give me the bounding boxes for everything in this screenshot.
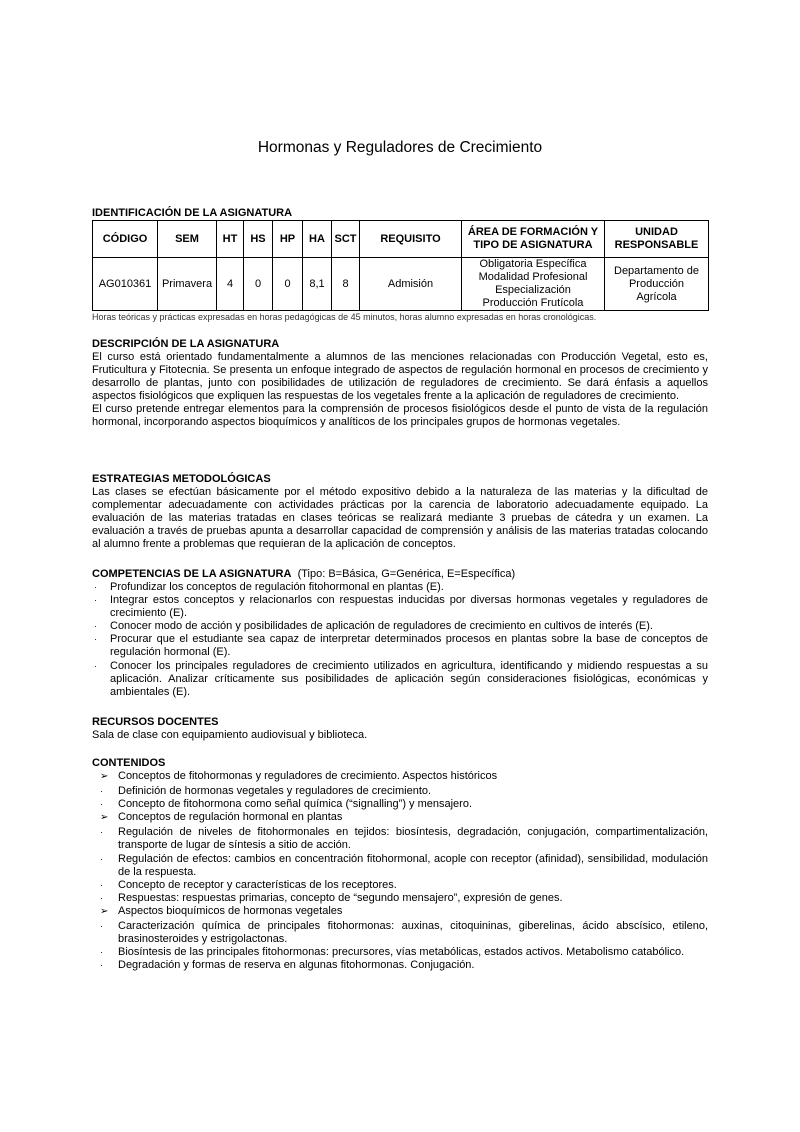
col-hp: HP [273, 221, 303, 258]
list-item-text: Conceptos de fitohormonas y reguladores de crecimiento. Aspectos históricos [118, 770, 498, 782]
bullet-icon: · [100, 827, 103, 838]
list-item-text: Caracterización química de principales fitohormonas: auxinas, citoquininas, giberelinas, ácido abscísico, etileno, brasinosteroides y estrigolactonas. [118, 920, 708, 946]
list-item [92, 826, 708, 852]
estrategias-text: Las clases se efectúan básicamente por el método expositivo debido a la naturaleza de las materias y la dificultad de complementar adecuadamente con actividades prácticas por la carencia de laboratorio adecuadamente equipado. La evaluación de las materias tratadas en clases teóricas se realizará mediante 3 pruebas de cátedra y un examen. La evaluación a través de pruebas apunta a desarrollar capacidad de comprensión y análisis de las materias tratadas colocando al alumno frente a problemas que requieran de la aplicación de conceptos. [92, 486, 708, 551]
list-item-text: Concepto de receptor y características de los receptores. [118, 878, 397, 891]
contenidos-list [92, 770, 708, 972]
list-item [92, 581, 708, 594]
list-item-topic [92, 770, 708, 783]
table-row [93, 258, 709, 311]
bullet-icon: · [100, 921, 103, 932]
list-item-text: Degradación y formas de reserva en algunas fitohormonas. Conjugación. [118, 959, 475, 972]
list-item [92, 798, 708, 811]
list-item [92, 594, 708, 620]
list-item-text: Biosíntesis de las principales fitohormonas: precursores, vías metabólicas, estados activos. Metabolismo catabólico. [118, 946, 685, 959]
identificacion-heading: IDENTIFICACIÓN DE LA ASIGNATURA [92, 207, 293, 219]
bullet-icon: · [100, 799, 103, 810]
recursos-text: Sala de clase con equipamiento audiovisual y biblioteca. [92, 729, 368, 741]
bullet-icon: · [100, 947, 103, 958]
list-item [92, 785, 708, 798]
bullet-icon: · [100, 892, 103, 903]
descripcion-paragraph: El curso está orientado fundamentalmente a alumnos de las menciones relacionadas con Producción Vegetal, esto es, Fruticultura y Fitotecnia. Se presenta un enfoque integrado de aspectos de regulación hormonal en procesos de crecimiento y desarrollo de plantas, junto con posibilidades de utilización de reguladores de crecimiento. Se dará énfasis a aquellos aspectos fisiológicos que expliquen las respuestas de los vegetales frente a la aplicación de reguladores de crecimiento. [92, 351, 708, 403]
competencias-section [92, 568, 708, 699]
col-requisito: REQUISITO [360, 221, 462, 258]
bullet-icon: · [94, 660, 97, 671]
estrategias-heading: ESTRATEGIAS METODOLÓGICAS [92, 473, 271, 485]
list-item-text: Respuestas: respuestas primarias, concepto de “segundo mensajero”, expresión de genes. [118, 891, 563, 904]
identificacion-table [92, 220, 709, 311]
arrow-bullet-icon: ➢ [100, 771, 109, 782]
bullet-icon: · [100, 853, 103, 864]
area-line: Obligatoria Específica [479, 258, 587, 270]
bullet-icon: · [100, 879, 103, 890]
arrow-bullet-icon: ➢ [100, 812, 109, 824]
list-item-text: Concepto de fitohormona como señal química (“signalling”) y mensajero. [118, 798, 473, 811]
list-item [92, 946, 708, 959]
estrategias-section [92, 473, 708, 551]
hours-note: Horas teóricas y prácticas expresadas en horas pedagógicas de 45 minutos, horas alumno expresadas en horas cronológicas. [92, 312, 597, 322]
list-item-text: Conceptos de regulación hormonal en plantas [118, 811, 343, 824]
col-ha: HA [303, 221, 332, 258]
list-item [92, 920, 708, 946]
cell-codigo: AG010361 [93, 258, 158, 311]
cell-hs: 0 [244, 258, 273, 311]
recursos-heading: RECURSOS DOCENTES [92, 716, 219, 728]
list-item [92, 633, 708, 659]
cell-hp: 0 [273, 258, 303, 311]
list-item-text: Regulación de niveles de fitohormonales en tejidos: biosíntesis, degradación, conjugación, compartimentalización, transporte de lugar de síntesis a sitio de acción. [118, 826, 708, 852]
area-line: Especialización [495, 284, 571, 296]
competencias-heading: COMPETENCIAS DE LA ASIGNATURA [92, 568, 292, 580]
col-sem: SEM [158, 221, 217, 258]
unidad-line: Producción [628, 277, 685, 290]
col-codigo: CÓDIGO [93, 221, 158, 258]
identificacion-section [92, 207, 708, 322]
bullet-icon: · [100, 786, 103, 797]
list-item-text: Procurar que el estudiante sea capaz de interpretar determinados procesos en plantas sobre la base de conceptos de regulación hormonal (E). [110, 633, 708, 659]
list-item [92, 879, 708, 892]
area-line: Modalidad Profesional [478, 271, 588, 283]
list-item-topic [92, 811, 708, 824]
bullet-icon: · [100, 960, 103, 971]
list-item-text: Conocer modo de acción y posibilidades de aplicación de reguladores de crecimiento en cultivos de interés (E). [110, 620, 653, 633]
descripcion-paragraph: El curso pretende entregar elementos para la comprensión de procesos fisiológicos desde el punto de vista de la regulación hormonal, incorporando aspectos bioquímicos y analíticos de los principales grupos de hormonas vegetales. [92, 403, 708, 429]
list-item-text: Integrar estos conceptos y relacionarlos con respuestas inducidas por diversas hormonas vegetales y reguladores de crecimiento (E). [110, 594, 708, 620]
cell-unidad [605, 258, 709, 311]
contenidos-section [92, 757, 708, 972]
col-hs: HS [244, 221, 273, 258]
competencias-list [92, 581, 708, 699]
list-item-text: Aspectos bioquímicos de hormonas vegetales [118, 904, 343, 917]
bullet-icon: · [94, 621, 97, 632]
col-unidad: UNIDAD RESPONSABLE [605, 221, 709, 258]
col-area: ÁREA DE FORMACIÓN Y TIPO DE ASIGNATURA [462, 221, 605, 258]
recursos-section [92, 716, 708, 742]
list-item-text: Conocer los principales reguladores de crecimiento utilizados en agricultura, identificando y midiendo respuestas a su aplicación. Analizar críticamente sus posibilidades de aplicación según consideraciones fisiológicas, económicas y ambientales (E). [110, 659, 708, 698]
list-item-text: Regulación de efectos: cambios en concentración fitohormonal, acople con receptor (afinidad), sensibilidad, modulación de la respuesta. [118, 852, 708, 878]
list-item [92, 620, 708, 633]
unidad-line: Agrícola [636, 290, 677, 303]
col-ht: HT [217, 221, 244, 258]
list-item [92, 853, 708, 879]
bullet-icon: · [94, 582, 97, 592]
cell-sem: Primavera [158, 258, 217, 311]
cell-requisito: Admisión [360, 258, 462, 311]
descripcion-section [92, 338, 708, 430]
cell-area [462, 258, 605, 311]
competencias-tipo: (Tipo: B=Básica, G=Genérica, E=Específica) [297, 568, 516, 580]
list-item-topic [92, 905, 708, 918]
col-sct: SCT [332, 221, 360, 258]
cell-sct: 8 [332, 258, 360, 311]
cell-ha: 8,1 [303, 258, 332, 311]
descripcion-heading: DESCRIPCIÓN DE LA ASIGNATURA [92, 338, 280, 350]
list-item-text: Profundizar los conceptos de regulación fitohormonal en plantas (E). [110, 581, 444, 593]
list-item [92, 892, 708, 905]
list-item-text: Definición de hormonas vegetales y reguladores de crecimiento. [118, 785, 432, 798]
page-title: Hormonas y Reguladores de Crecimiento [257, 139, 543, 156]
contenidos-heading: CONTENIDOS [92, 757, 166, 769]
list-item [92, 959, 708, 972]
unidad-line: Departamento de [614, 264, 699, 277]
list-item [92, 660, 708, 699]
table-header-row [93, 221, 709, 258]
bullet-icon: · [94, 595, 97, 606]
cell-ht: 4 [217, 258, 244, 311]
area-line: Producción Frutícola [482, 297, 584, 309]
arrow-bullet-icon: ➢ [100, 905, 109, 917]
competencias-heading-line [92, 568, 708, 581]
bullet-icon: · [94, 634, 97, 645]
